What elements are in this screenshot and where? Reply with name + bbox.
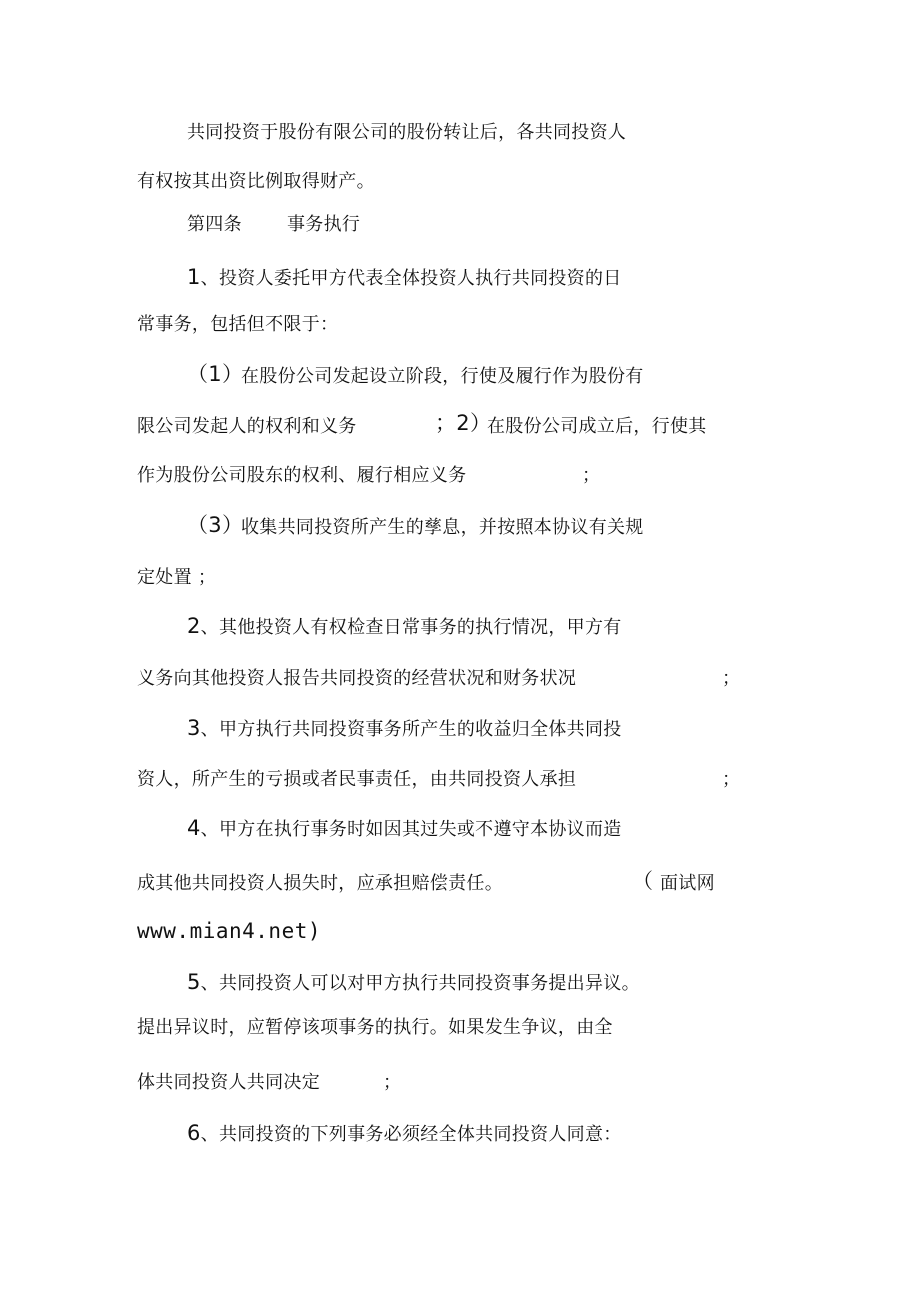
item-text: 、其他投资人有权检查日常事务的执行情况，甲方有 <box>200 617 622 638</box>
item-text: 、甲方执行共同投资事务所产生的收益归全体共同投 <box>200 719 622 740</box>
paragraph-line: 常事务，包括但不限于： <box>137 314 339 335</box>
paragraph-line: 作为股份公司股东的权利、履行相应义务 <box>137 465 467 486</box>
sub-item-number: ；2） <box>435 411 492 435</box>
paragraph-line: 成其他共同投资人损失时，应承担赔偿责任。 <box>137 873 503 894</box>
item-2 <box>187 614 622 640</box>
line-end-punctuation: ； <box>383 1072 402 1093</box>
item-1 <box>187 265 622 291</box>
item-number: 2 <box>187 614 201 638</box>
paragraph-line: 资人，所产生的亏损或者民事责任，由共同投资人承担 <box>137 769 577 790</box>
item-text: 、投资人委托甲方代表全体投资人执行共同投资的日 <box>200 268 622 289</box>
paragraph-line: 有权按其出资比例取得财产。 <box>137 171 375 192</box>
paragraph-line: 在股份公司发起设立阶段，行使及履行作为股份有 <box>241 366 644 387</box>
article-number: 第四条 <box>187 214 242 235</box>
paragraph-line: 共同投资于股份有限公司的股份转让后，各共同投资人 <box>187 122 627 143</box>
paragraph-line: 定处置 ； <box>137 567 217 588</box>
sub-item-number: （1） <box>187 362 244 386</box>
item-number: 5 <box>187 970 201 994</box>
note-url: www.mian4.net) <box>137 919 322 943</box>
note-label: 面试网 <box>660 873 715 894</box>
item-number: 6 <box>187 1121 201 1145</box>
paragraph-line: 限公司发起人的权利和义务 <box>137 416 357 437</box>
item-4 <box>187 816 622 842</box>
item-text: 、甲方在执行事务时如因其过失或不遵守本协议而造 <box>200 819 622 840</box>
item-text: 、共同投资人可以对甲方执行共同投资事务提出异议。 <box>200 973 640 994</box>
line-end-punctuation: ； <box>582 465 601 486</box>
item-5 <box>187 970 640 996</box>
line-end-punctuation: ； <box>722 769 741 790</box>
item-number: 4 <box>187 816 201 840</box>
item-3 <box>187 716 622 742</box>
paragraph-line: 义务向其他投资人报告共同投资的经营状况和财务状况 <box>137 668 577 689</box>
article-title: 事务执行 <box>287 214 361 235</box>
item-number: 3 <box>187 716 201 740</box>
paragraph-line: 提出异议时，应暂停该项事务的执行。如果发生争议，由全 <box>137 1017 613 1038</box>
note-open-paren: （ <box>632 869 654 893</box>
line-end-punctuation: ； <box>722 668 741 689</box>
paragraph-line: 收集共同投资所产生的孳息，并按照本协议有关规 <box>241 517 644 538</box>
paragraph-line: 体共同投资人共同决定 <box>137 1072 320 1093</box>
item-number: 1 <box>187 265 201 289</box>
paragraph-line: 在股份公司成立后，行使其 <box>487 416 707 437</box>
item-text: 、共同投资的下列事务必须经全体共同投资人同意： <box>200 1124 622 1145</box>
sub-item-number: （3） <box>187 513 244 537</box>
item-6 <box>187 1121 622 1147</box>
